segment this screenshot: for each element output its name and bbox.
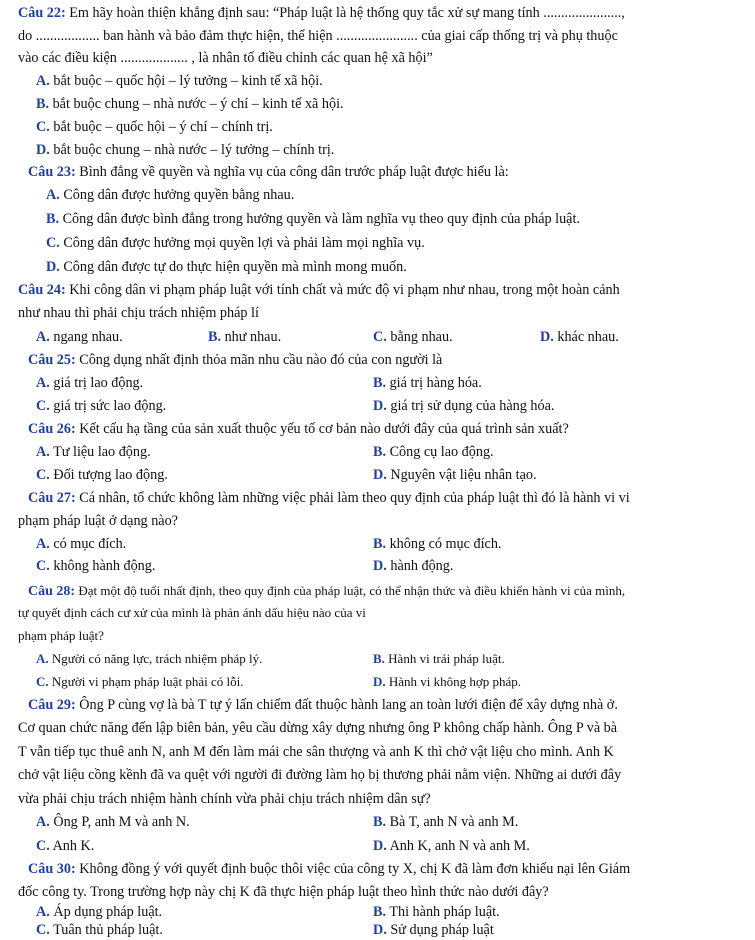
q29-text-3: T vẫn tiếp tục thuê anh N, anh M đến làm mái che sân thượng và anh K thì chở vật liệu cho mình. Anh K — [18, 744, 614, 760]
q26-option-d[interactable]: D. Nguyên vật liệu nhân tạo. — [373, 467, 537, 483]
q27-line-1 — [28, 489, 630, 508]
q28-text-1: Đạt một độ tuổi nhất định, theo quy định của pháp luật, có thể nhận thức và điều khiển hành vi của mình, — [78, 583, 626, 598]
q26-option-a[interactable]: A. Tư liệu lao động. — [36, 444, 151, 460]
q26-option-c[interactable]: C. Đối tượng lao động. — [36, 467, 168, 483]
q30-number: Câu 30: — [28, 861, 76, 877]
q25-text-1: Công dụng nhất định thỏa mãn nhu cầu nào đó của con người là — [79, 352, 443, 368]
q23-option-d[interactable]: D. Công dân được tự do thực hiện quyền mà mình mong muốn. — [46, 259, 407, 275]
q29-text-1: Ông P cùng vợ là bà T tự ý lấn chiếm đất thuộc hành lang an toàn lưới điện để xây dựng nhà ở. — [79, 697, 618, 713]
q25-option-c[interactable]: C. giá trị sức lao động. — [36, 398, 167, 414]
q23-option-a[interactable]: A. Công dân được hưởng quyền bằng nhau. — [46, 187, 295, 203]
q28-option-b[interactable]: B. Hành vi trái pháp luật. — [373, 651, 505, 666]
q28-line-1 — [28, 581, 625, 601]
q24-option-c[interactable]: C. bằng nhau. — [373, 329, 453, 345]
q23-number: Câu 23: — [28, 164, 76, 180]
q23-option-c[interactable]: C. Công dân được hưởng mọi quyền lợi và phải làm mọi nghĩa vụ. — [46, 235, 425, 251]
q22-text-2: do .................. ban hành và bảo đảm thực hiện, thể hiện ....................... của giai cấp thống trị và phụ thuộc — [18, 28, 618, 44]
q28-number: Câu 28: — [28, 584, 76, 599]
q28-option-a[interactable]: A. Người có năng lực, trách nhiệm pháp lý. — [36, 651, 263, 666]
q29-option-a[interactable]: A. Ông P, anh M và anh N. — [36, 814, 190, 830]
q29-option-c[interactable]: C. Anh K. — [36, 838, 95, 854]
q29-text-4: chở vật liệu cồng kềnh đã va quệt với người đi đường làm họ bị thương phải nằm viện. Những ai dưới đây — [18, 767, 622, 783]
q22-option-d[interactable]: D. bắt buộc chung – nhà nước – lý tưởng – chính trị. — [36, 142, 335, 158]
q23-option-b[interactable]: B. Công dân được bình đẳng trong hưởng quyền và làm nghĩa vụ theo quy định của pháp luật. — [46, 211, 580, 227]
q24-number: Câu 24: — [18, 282, 66, 298]
q29-option-b[interactable]: B. Bà T, anh N và anh M. — [373, 814, 519, 830]
q22-text-1: Em hãy hoàn thiện khẳng định sau: “Pháp luật là hệ thống quy tắc xử sự mang tính ......................, — [69, 5, 625, 21]
q24-option-a[interactable]: A. ngang nhau. — [36, 329, 123, 345]
q29-option-d[interactable]: D. Anh K, anh N và anh M. — [373, 838, 530, 854]
q29-line-1 — [28, 696, 618, 715]
q22-line-1 — [18, 4, 625, 23]
q25-option-d[interactable]: D. giá trị sử dụng của hàng hóa. — [373, 398, 555, 414]
q30-text-1: Không đồng ý với quyết định buộc thôi việc của công ty X, chị K đã làm đơn khiếu nại lên Giám — [79, 861, 631, 877]
q24-option-d[interactable]: D. khác nhau. — [540, 329, 619, 345]
q22-option-c[interactable]: C. bắt buộc – quốc hội – ý chí – chính trị. — [36, 119, 273, 135]
q28-text-3: phạm pháp luật? — [18, 628, 104, 643]
q23-text-1: Bình đẳng về quyền và nghĩa vụ của công dân trước pháp luật được hiểu là: — [79, 164, 509, 180]
q30-option-c[interactable]: C. Tuân thủ pháp luật. — [36, 922, 163, 938]
q22-option-a[interactable]: A. bắt buộc – quốc hội – lý tưởng – kinh tế xã hội. — [36, 73, 323, 89]
q30-option-a[interactable]: A. Áp dụng pháp luật. — [36, 904, 163, 920]
q27-text-1: Cá nhân, tổ chức không làm những việc phải làm theo quy định của pháp luật thì đó là hành vi vi — [79, 490, 630, 506]
q24-text-1: Khi công dân vi phạm pháp luật với tính chất và mức độ vi phạm như nhau, trong một hoàn cảnh — [69, 282, 620, 298]
q22-text-3: vào các điều kiện ................... , là nhân tố điều chỉnh các quan hệ xã hội” — [18, 50, 433, 66]
q27-option-d[interactable]: D. hành động. — [373, 558, 454, 574]
q24-option-b[interactable]: B. như nhau. — [208, 329, 282, 345]
q24-text-2: như nhau thì phải chịu trách nhiệm pháp lí — [18, 305, 259, 321]
q26-line-1 — [28, 420, 569, 439]
q26-option-b[interactable]: B. Công cụ lao động. — [373, 444, 494, 460]
q30-text-2: đốc công ty. Trong trường hợp này chị K đã thực hiện pháp luật theo hình thức nào dưới đây? — [18, 884, 549, 900]
q22-number: Câu 22: — [18, 5, 66, 21]
q27-option-a[interactable]: A. có mục đích. — [36, 536, 127, 552]
q23-line-1 — [28, 163, 509, 182]
q29-number: Câu 29: — [28, 697, 76, 713]
q29-text-2: Cơ quan chức năng đến lập biên bản, yêu cầu dừng xây dựng nhưng ông P không chấp hành. Ông P và bà — [18, 720, 618, 736]
q25-option-b[interactable]: B. giá trị hàng hóa. — [373, 375, 482, 391]
q28-option-c[interactable]: C. Người vi phạm pháp luật phải có lỗi. — [36, 674, 244, 689]
q25-number: Câu 25: — [28, 352, 76, 368]
q27-option-b[interactable]: B. không có mục đích. — [373, 536, 502, 552]
q22-option-b[interactable]: B. bắt buộc chung – nhà nước – ý chí – kinh tế xã hội. — [36, 96, 344, 112]
q30-option-b[interactable]: B. Thi hành pháp luật. — [373, 904, 500, 920]
q30-option-d[interactable]: D. Sử dụng pháp luật — [373, 922, 494, 938]
q27-option-c[interactable]: C. không hành động. — [36, 558, 156, 574]
q25-line-1 — [28, 351, 442, 370]
q26-number: Câu 26: — [28, 421, 76, 437]
q26-text-1: Kết cấu hạ tầng của sản xuất thuộc yếu tố cơ bản nào dưới đây của quá trình sản xuất? — [79, 421, 569, 437]
q29-text-5: vừa phải chịu trách nhiệm hành chính vừa phải chịu trách nhiệm dân sự? — [18, 791, 431, 807]
q25-option-a[interactable]: A. giá trị lao động. — [36, 375, 144, 391]
q27-text-2: phạm pháp luật ở dạng nào? — [18, 513, 178, 529]
q27-number: Câu 27: — [28, 490, 76, 506]
q24-line-1 — [18, 281, 620, 300]
q28-option-d[interactable]: D. Hành vi không hợp pháp. — [373, 674, 522, 689]
q30-line-1 — [28, 860, 630, 879]
q28-text-2: tự quyết định cách cư xử của mình là phản ánh dấu hiệu nào của vi — [18, 605, 366, 620]
